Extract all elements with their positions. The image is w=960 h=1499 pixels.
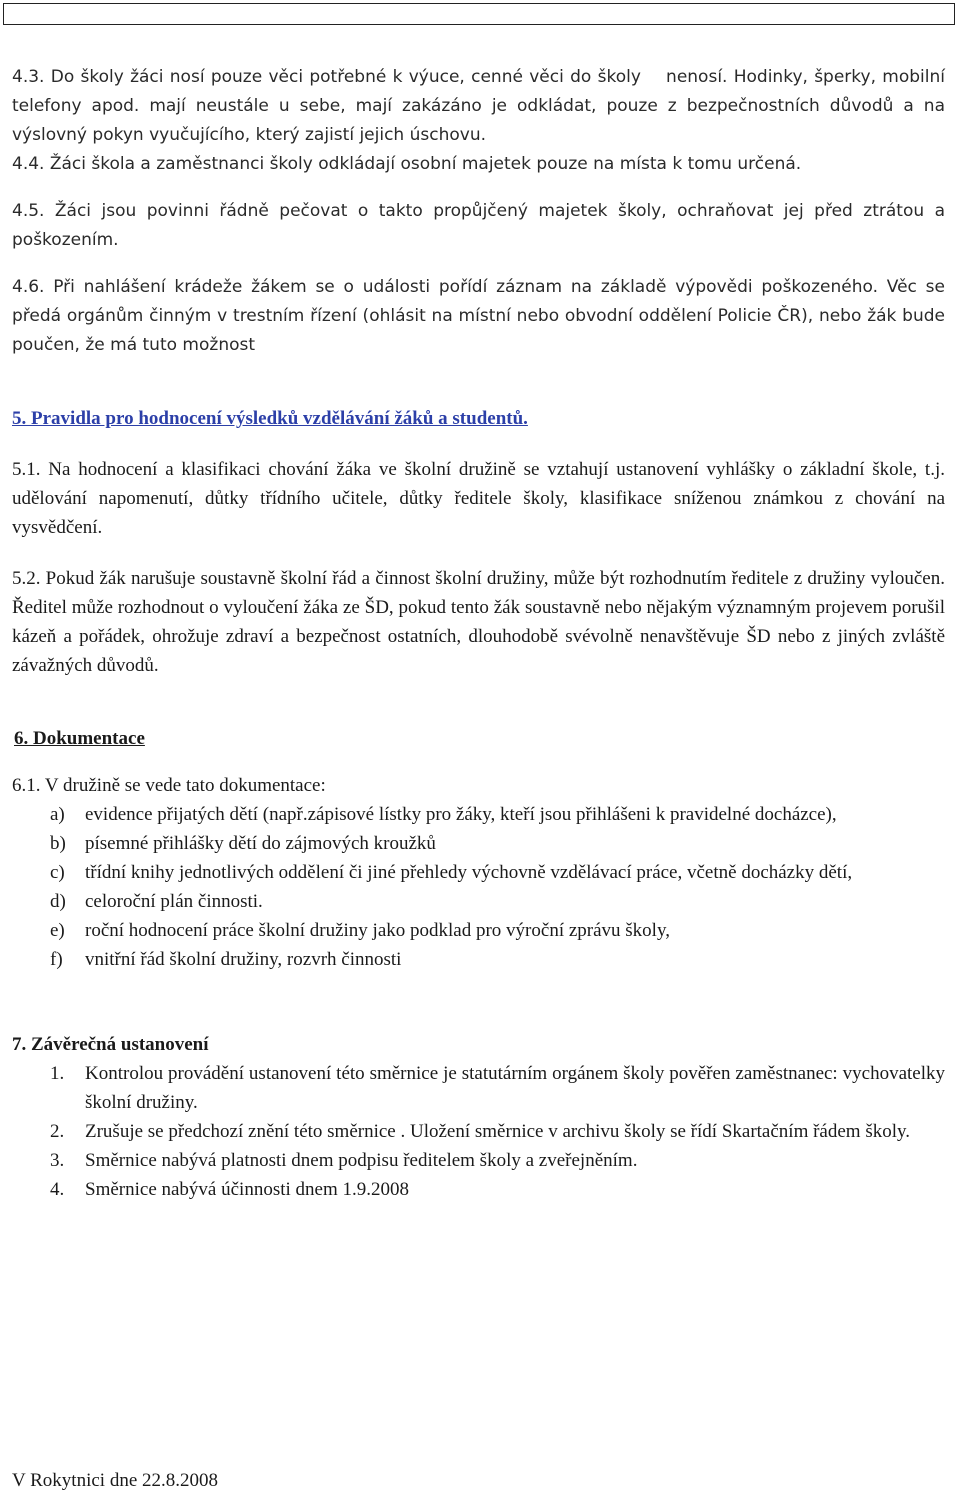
- header-box: [3, 3, 955, 25]
- paragraph-4-4: 4.4. Žáci škola a zaměstnanci školy odkládají osobní majetek pouze na místa k tomu určená.: [12, 154, 802, 174]
- list-item: 3. Směrnice nabývá platnosti dnem podpisu ředitelem školy a zveřejněním.: [50, 1150, 638, 1171]
- paragraph-4-5: 4.5. Žáci jsou povinni řádně pečovat o takto propůjčený majetek školy, ochraňovat jej před ztrátou a poškozením.: [12, 201, 945, 250]
- final-provisions-list: [12, 1059, 945, 1204]
- list-item: 4. Směrnice nabývá účinnosti dnem 1.9.2008: [50, 1179, 409, 1200]
- list-item: b) písemné přihlášky dětí do zájmových kroužků: [50, 833, 436, 854]
- section-5-heading: 5. Pravidla pro hodnocení výsledků vzdělávání žáků a studentů.: [12, 408, 528, 429]
- documentation-list: [12, 800, 945, 974]
- paragraph-5-2: 5.2. Pokud žák narušuje soustavně školní řád a činnost školní družiny, může být rozhodnutím ředitele z družiny vyloučen. Ředitel může rozhodnout o vyloučení žáka ze ŠD, pokud tento žák soustavně nebo nějakým významným projevem porušil kázeň a pořádek, ohrožuje zdraví a bezpečnost ostatních, dlouhodobě svévolně nenavštěvuje ŠD nebo z jiných zvláště závažných důvodů.: [12, 568, 945, 676]
- list-item: d) celoroční plán činnosti.: [50, 891, 263, 912]
- paragraph-5-1: 5.1. Na hodnocení a klasifikaci chování žáka ve školní družině se vztahují ustanovení vyhlášky o základní škole, t.j. udělování napomenutí, důtky třídního učitele, důtky ředitele školy, klasifikace sníženou známkou z chování na vysvědčení.: [12, 459, 945, 538]
- section-6-heading: 6. Dokumentace: [14, 728, 145, 749]
- document-body: [12, 63, 945, 1204]
- footer-place-date: V Rokytnici dne 22.8.2008: [12, 1470, 219, 1491]
- section-7-heading: 7. Závěrečná ustanovení: [12, 1034, 209, 1055]
- list-item: c) třídní knihy jednotlivých oddělení či jiné přehledy výchovně vzdělávací práce, včetně docházky dětí,: [50, 862, 853, 883]
- paragraph-4-3: 4.3. Do školy žáci nosí pouze věci potřebné k výuce, cenné věci do školy nenosí. Hodinky, šperky, mobilní telefony apod. mají neustále u sebe, mají zakázáno je odkládat, pouze z bezpečnostních důvodů a na výslovný pokyn vyučujícího, který zajistí jejich úschovu.: [12, 67, 945, 145]
- list-item: e) roční hodnocení práce školní družiny jako podklad pro výroční zprávu školy,: [50, 920, 670, 941]
- list-item: 1. Kontrolou provádění ustanovení této směrnice je statutárním orgánem školy pověřen zaměstnanec: vychovatelky školní družiny.: [50, 1063, 945, 1113]
- paragraph-6-1: 6.1. V družině se vede tato dokumentace:: [12, 775, 326, 796]
- list-item: f) vnitřní řád školní družiny, rozvrh činnosti: [50, 949, 402, 970]
- list-item: a) evidence přijatých dětí (např.zápisové lístky pro žáky, kteří jsou přihlášeni k pravidelné docházce),: [50, 804, 837, 825]
- list-item: 2. Zrušuje se předchozí znění této směrnice . Uložení směrnice v archivu školy se řídí Skartačním řádem školy.: [50, 1121, 911, 1142]
- paragraph-4-6: 4.6. Při nahlášení krádeže žákem se o události pořídí záznam na základě výpovědi poškozeného. Věc se předá orgánům činným v trestním řízení (ohlásit na místní nebo obvodní oddělení Policie ČR), nebo žák bude poučen, že má tuto možnost: [12, 277, 946, 355]
